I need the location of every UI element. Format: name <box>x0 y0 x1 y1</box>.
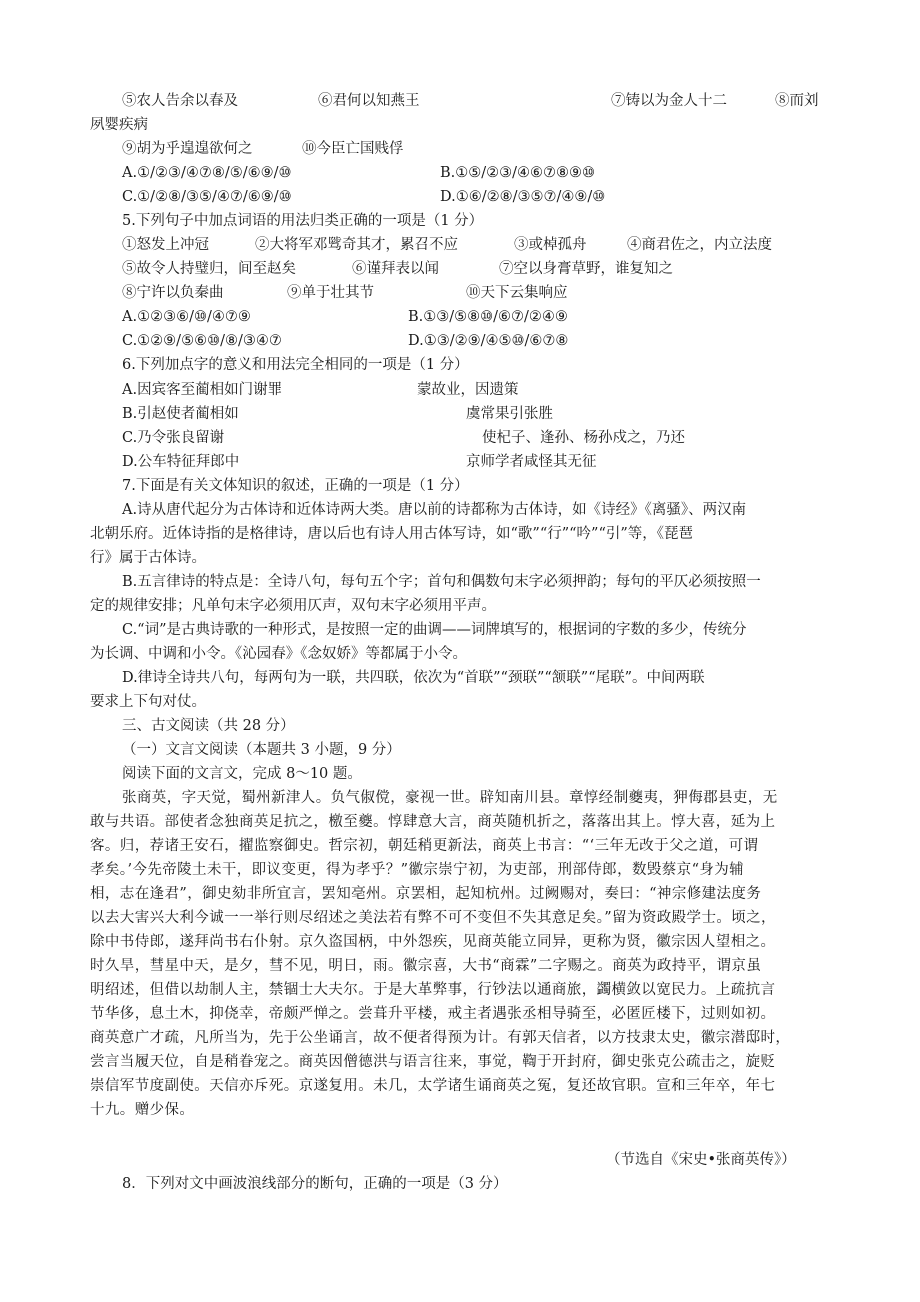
passage-source: （节选自《宋史•张商英传》） <box>606 1152 796 1168</box>
q7-stem: 7.下面是有关文体知识的叙述，正确的一项是（1 分） <box>122 478 469 494</box>
q7-option-d-line1: D.律诗全诗共八句，每两句为一联，共四联，依次为“首联”“颈联”“颔联”“尾联”。中间两联 <box>122 670 705 686</box>
q5-item-7: ⑦空以身膏草野，谁复知之 <box>499 261 673 277</box>
q8-stem: 8．下列对文中画波浪线部分的断句，正确的一项是（3 分） <box>122 1176 508 1192</box>
q4-item-8-cont: 夙婴疾病 <box>90 117 148 133</box>
q5-option-b: B.①③/⑤⑧⑩/⑥⑦/②④⑨ <box>408 309 568 325</box>
q4-option-c: C.①/②⑧/③⑤/④⑦/⑥⑨/⑩ <box>122 189 292 205</box>
q7-option-a-line3: 行》属于古体诗。 <box>90 550 206 566</box>
q4-option-d: D.①⑥/②⑧/③⑤⑦/④⑨/⑩ <box>440 189 606 205</box>
q5-item-2: ②大将军邓骘奇其才，累召不应 <box>255 237 458 253</box>
q7-option-a-line2: 北朝乐府。近体诗指的是格律诗，唐以后也有诗人用古体写诗，如“歌”“行”“吟”“引”等，《琵琶 <box>90 526 694 542</box>
q4-item-6: ⑥君何以知燕王 <box>318 93 420 109</box>
q5-option-c: C.①②⑨/⑤⑥⑩/⑧/③④⑦ <box>122 333 282 349</box>
q6-stem: 6.下列加点字的意义和用法完全相同的一项是（1 分） <box>122 357 469 373</box>
passage-line-10: 节华侈，息土木，抑侥幸，帝颇严惮之。尝葺升平楼，戒主者遇张丞相导骑至，必匿匠楼下，过则如初。 <box>90 1006 776 1022</box>
passage-line-9: 明绍述，但借以劫制人主，禁锢士大夫尔。于是大革弊事，行钞法以通商旅，蠲横敛以宽民力。上疏抗言 <box>90 982 776 998</box>
passage-line-3: 客。归，荐诸王安石，擢监察御史。哲宗初，朝廷稍更新法，商英上书言：“‘三年无改于父之道，可谓 <box>90 838 759 854</box>
q6-option-c-left: C.乃令张良留谢 <box>122 430 225 446</box>
q7-option-c-line1: C.“词”是古典诗歌的一种形式，是按照一定的曲调——词牌填写的，根据词的字数的多少，传统分 <box>122 622 747 638</box>
passage-line-2: 敢与共语。部使者念独商英足抗之，檄至夔。惇肆意大言，商英随机折之，落落出其上。惇大喜，延为上 <box>90 814 776 830</box>
q6-option-d-right: 京师学者咸怪其无征 <box>466 454 597 470</box>
q6-option-b-left: B.引赵使者蔺相如 <box>122 406 239 422</box>
q4-item-9: ⑨胡为乎遑遑欲何之 <box>122 141 253 157</box>
q4-item-7: ⑦铸以为金人十二 <box>611 93 727 109</box>
q5-item-8: ⑧宁许以负秦曲 <box>122 285 224 301</box>
q6-option-d-left: D.公车特征拜郎中 <box>122 454 240 470</box>
q5-item-3: ③或棹孤舟 <box>514 237 587 253</box>
q5-item-5: ⑤故令人持璧归，间至赵矣 <box>122 261 296 277</box>
q5-stem: 5.下列句子中加点词语的用法归类正确的一项是（1 分） <box>122 213 484 229</box>
passage-line-1: 张商英，字天觉，蜀州新津人。负气俶傥，豪视一世。辟知南川县。章惇经制夔夷，狎侮郡县吏，无 <box>122 790 778 806</box>
passage-line-4: 孝矣。’今先帝陵土未干，即议变更，得为孝乎？”徽宗崇宁初，为吏部，刑部侍郎，数毁蔡京“身为辅 <box>90 862 745 878</box>
q4-item-10: ⑩今臣亡国贱俘 <box>302 141 404 157</box>
q5-item-1: ①怒发上冲冠 <box>122 237 209 253</box>
q5-item-9: ⑨单于壮其节 <box>287 285 374 301</box>
q4-item-5: ⑤农人告余以春及 <box>122 93 238 109</box>
q5-option-a: A.①②③⑥/⑩/④⑦⑨ <box>122 309 251 325</box>
q7-option-b-line2: 定的规律安排；凡单句末字必须用仄声，双句末字必须用平声。 <box>90 598 496 614</box>
q5-item-6: ⑥谨拜表以闻 <box>352 261 439 277</box>
passage-line-13: 崇信军节度副使。天信亦斥死。京遂复用。未几，太学诸生诵商英之冤，复还故官职。宣和三年卒，年七 <box>90 1078 776 1094</box>
q5-item-10: ⑩天下云集响应 <box>466 285 568 301</box>
q4-option-b: B.①⑤/②③/④⑥⑦⑧⑨⑩ <box>440 165 596 181</box>
q7-option-a-line1: A.诗从唐代起分为古体诗和近体诗两大类。唐以前的诗都称为古体诗，如《诗经》《离骚》、两汉南 <box>122 502 747 518</box>
passage-line-7: 除中书侍郎，遂拜尚书右仆射。京久盗国柄，中外怨疾，见商英能立同异，更称为贤，徽宗因人望相之。 <box>90 934 776 950</box>
section-title: 三、古文阅读（共 28 分） <box>122 718 295 734</box>
q7-option-b-line1: B.五言律诗的特点是：全诗八句，每句五个字；首句和偶数句末字必须押韵；每句的平仄必须按照一 <box>122 574 761 590</box>
passage-line-12: 尝言当履天位，自是稍眷宠之。商英因僧德洪与语言往来，事觉，鞫于开封府，御史张克公疏击之，旋贬 <box>90 1054 776 1070</box>
q6-option-a-left: A.因宾客至蔺相如门谢罪 <box>122 382 283 398</box>
q5-option-d: D.①③/②⑨/④⑤⑩/⑥⑦⑧ <box>408 333 569 349</box>
q6-option-b-right: 虞常果引张胜 <box>466 406 553 422</box>
q6-option-a-right: 蒙故业，因遗策 <box>417 382 519 398</box>
q4-item-8: ⑧而刘 <box>775 93 819 109</box>
q6-option-c-right: 使杞子、逢孙、杨孙戍之，乃还 <box>482 430 685 446</box>
q5-item-4: ④商君佐之，内立法度 <box>627 237 772 253</box>
passage-line-6: 以去大害兴大利今诚一一举行则尽绍述之美法若有弊不可不变但不失其意足矣。”留为资政殿学士。顷之， <box>90 910 776 926</box>
passage-line-8: 时久旱，彗星中天，是夕，彗不见，明日，雨。徽宗喜，大书“商霖”二字赐之。商英为政持平，谓京虽 <box>90 958 762 974</box>
section-instruction: 阅读下面的文言文，完成 8～10 题。 <box>122 766 362 782</box>
passage-line-14: 十九。赠少保。 <box>90 1102 195 1118</box>
passage-line-11: 商英意广才疏，凡所当为，先于公坐诵言，故不便者得预为计。有郭天信者，以方技隶太史，徽宗潜邸时， <box>90 1030 791 1046</box>
q4-option-a: A.①/②③/④⑦⑧/⑤/⑥⑨/⑩ <box>122 165 292 181</box>
q7-option-d-line2: 要求上下句对仗。 <box>90 694 206 710</box>
q7-option-c-line2: 为长调、中调和小令。《沁园春》《念奴娇》等都属于小令。 <box>90 646 467 662</box>
section-subtitle: （一）文言文阅读（本题共 3 小题，9 分） <box>122 742 401 758</box>
passage-line-5: 相，志在逢君”，御史劾非所宜言，罢知亳州。京罢相，起知杭州。过阙赐对，奏曰：“神宗修建法度务 <box>90 886 762 902</box>
